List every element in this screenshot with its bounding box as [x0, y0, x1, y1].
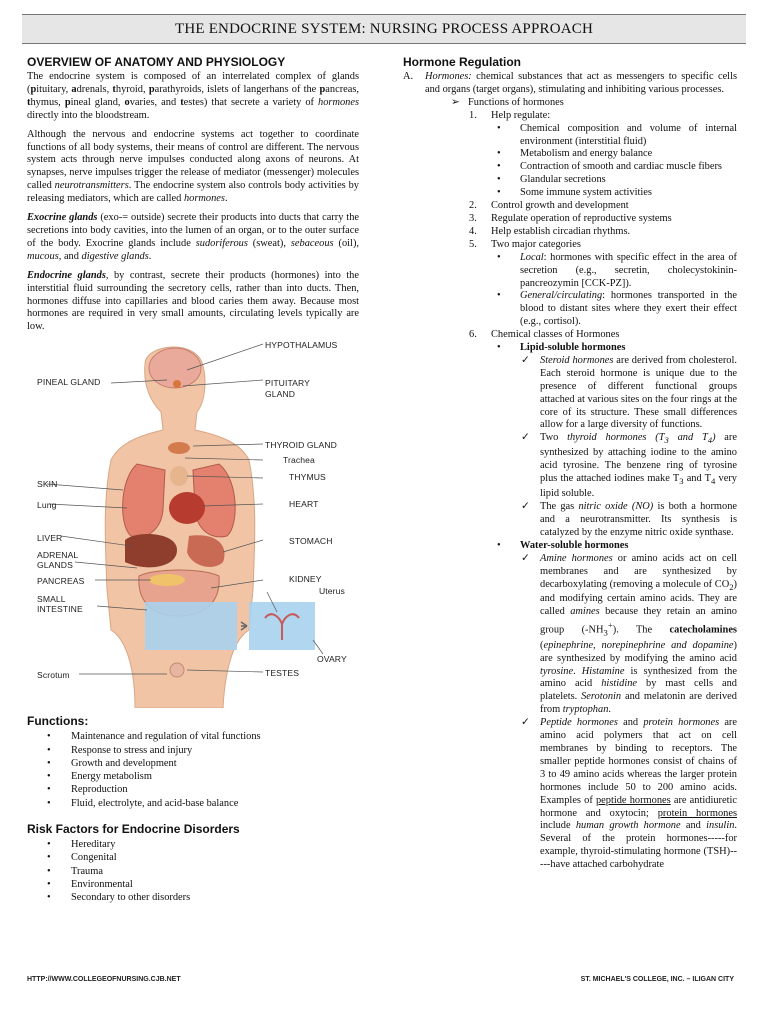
label-adrenal: ADRENAL: [37, 550, 79, 561]
exocrine-paragraph: Exocrine glands (exo-= outside) secrete their products into ducts that carry the secretions into body cavities, into the lumen of an organ, or to the outer surface of the body. Exocrine glands include sudoriferous (sweat), sebaceous (oil), mucous, and digestive glands.: [27, 212, 360, 262]
list-item: • Reproduction: [47, 783, 359, 796]
label-uterus: Uterus: [319, 586, 345, 597]
label-pancreas: PANCREAS: [37, 576, 85, 587]
section-a-marker: A.: [403, 71, 414, 82]
functions-of-hormones: ➢ Functions of hormones: [451, 96, 564, 108]
label-thymus: THYMUS: [289, 472, 326, 483]
footer-college: ST. MICHAEL'S COLLEGE, INC. – ILIGAN CITY: [580, 976, 734, 983]
local-hormones: • Local: hormones with specific effect in the area of secretion (e.g., secretin, cholecystokinin-pancreozymin [CCK-PZ]).: [497, 251, 737, 289]
thyroid-gland: [168, 442, 190, 454]
checkmark-icon: ✓: [521, 501, 530, 513]
anatomy-illustration: [27, 340, 359, 708]
left-column: [27, 52, 359, 904]
endocrine-anatomy-figure: [27, 340, 359, 708]
hormones-term: Hormones:: [425, 71, 472, 82]
list-item: • Congenital: [47, 851, 359, 864]
label-pituitary-gland: GLAND: [265, 389, 296, 400]
regulate-item: • Chemical composition and volume of internal environment (interstitial fluid): [497, 122, 737, 147]
list-item: • Environmental: [47, 878, 359, 891]
bullet-icon: •: [497, 122, 501, 134]
item-5: 5. Two major categories: [469, 238, 581, 250]
heart: [169, 492, 205, 524]
label-adrenal-glands: GLANDS: [37, 560, 73, 571]
item-1: 1. Help regulate:: [469, 109, 551, 121]
label-testes: TESTES: [265, 668, 300, 679]
list-item: • Response to stress and injury: [47, 744, 359, 757]
overview-heading: OVERVIEW OF ANATOMY AND PHYSIOLOGY: [27, 55, 286, 69]
label-skin: SKIN: [37, 479, 58, 490]
nervous-endocrine-paragraph: Although the nervous and endocrine systems act together to coordinate functions of all body systems, their means of control are different. The nervous system acts through nerve impulses conducted along axons of neurons. At synapses, nerve impulses trigger the release of mediator (messenger) molecules called neurotransmitters. The endocrine system also controls body activities by releasing mediators, which are called hormones.: [27, 128, 359, 205]
item-6: 6. Chemical classes of Hormones: [469, 329, 620, 341]
functions-heading: Functions:: [27, 714, 89, 729]
item-4: 4. Help establish circadian rhythms.: [469, 225, 631, 237]
label-liver: LIVER: [37, 533, 63, 544]
bullet-icon: •: [497, 161, 501, 173]
document-title: THE ENDOCRINE SYSTEM: NURSING PROCESS APPROACH: [22, 14, 746, 44]
testes: [170, 663, 184, 677]
regulate-item: • Contraction of smooth and cardiac muscle fibers: [497, 161, 722, 173]
list-item: • Secondary to other disorders: [47, 891, 359, 904]
arrow-bullet-icon: ➢: [451, 96, 460, 108]
label-trachea: Trachea: [283, 455, 315, 466]
regulate-item: • Some immune system activities: [497, 187, 652, 199]
checkmark-icon: ✓: [521, 717, 530, 729]
thymus: [170, 466, 188, 486]
checkmark-icon: ✓: [521, 354, 530, 366]
label-lung: Lung: [37, 500, 57, 511]
label-heart: HEART: [289, 499, 319, 510]
list-item: • Fluid, electrolyte, and acid-base balance: [47, 797, 359, 810]
bullet-icon: •: [497, 290, 501, 302]
liver: [125, 534, 177, 567]
right-column: [403, 52, 737, 872]
nitric-oxide: ✓ The gas nitric oxide (NO) is both a hormone and a neurotransmitter. Its synthesis is catalyzed by the enzyme nitric oxide synthase.: [521, 501, 738, 538]
bullet-icon: •: [497, 174, 501, 186]
steroid-hormones: ✓ Steroid hormones are derived from cholesterol. Each steroid hormone is unique due to the presence of different functional groups attached at various sites on the four rings at the core of its structure. These small differences allow for a large diversity of functions.: [521, 354, 737, 431]
water-soluble-heading: • Water-soluble hormones: [497, 539, 629, 551]
thyroid-hormones: ✓ Two thyroid hormones ($T_3$ and $T_4$) are synthesized by attaching iodine to the amino acid tyrosine. The benzene ring of tyrosine plus the attached iodines make $T_3$ and $T_4$ very lipid soluble.: [521, 432, 737, 500]
checkmark-icon: ✓: [521, 432, 530, 444]
section-a: [403, 71, 737, 97]
peptide-hormones: ✓ Peptide hormones and protein hormones are amino acid polymers that act on cell membranes by binding to receptors. The smaller peptide hormones consist of chains of 3 to 49 amino acids whereas the larger protein hormones include 50 to 200 amino acids. Examples of peptide hormones are antidiuretic hormone and oxytocin; protein hormones include human growth hormone and insulin. Several of the protein hormones-----for example, thyroid-stimulating hormone (TSH)-----have attached carbohydrate: [521, 717, 738, 871]
footer-url: HTTP://WWW.COLLEGEOFNURSING.CJB.NET: [27, 976, 181, 983]
general-hormones: • General/circulating: hormones transported in the blood to distant sites where they exert their effect (e.g., cortisol).: [497, 290, 737, 328]
list-item: • Trauma: [47, 865, 359, 878]
label-ovary: OVARY: [317, 654, 347, 665]
label-pituitary: PITUITARY: [265, 378, 310, 389]
list-item: • Maintenance and regulation of vital functions: [47, 730, 359, 743]
list-item: • Energy metabolism: [47, 770, 359, 783]
bullet-icon: •: [497, 342, 501, 354]
label-pineal-gland: PINEAL GLAND: [37, 377, 101, 388]
label-hypothalamus: HYPOTHALAMUS: [265, 340, 338, 351]
bullet-icon: •: [497, 148, 501, 160]
amine-hormones: ✓ Amine hormones or amino acids act on cell membranes and are synthesized by decarboxylating (removing a molecule of $CO_2$) and modifying certain amino acids. They are called amines because they retain an amino group $(-NH_3^+)$. The catecholamines (epinephrine, norepinephrine and dopamine) are synthesized by modifying the amino acid tyrosine. Histamine is synthesized from the amino acid histidine by mast cells and platelets. Serotonin and melatonin are derived from tryptophan.: [521, 552, 737, 716]
label-thyroid-gland: THYROID GLAND: [265, 440, 337, 451]
regulate-item: • Metabolism and energy balance: [497, 148, 653, 160]
bullet-icon: •: [497, 539, 501, 551]
bullet-icon: •: [497, 187, 501, 199]
list-item: • Hereditary: [47, 838, 359, 851]
hormone-regulation-heading: Hormone Regulation: [403, 55, 522, 69]
item-2: 2. Control growth and development: [469, 200, 629, 212]
pituitary-gland: [173, 380, 181, 388]
label-small: SMALL: [37, 594, 66, 605]
list-item: • Growth and development: [47, 757, 359, 770]
item-3: 3. Regulate operation of reproductive systems: [469, 212, 672, 224]
label-stomach: STOMACH: [289, 536, 333, 547]
label-scrotum: Scrotum: [37, 670, 70, 681]
intro-paragraph: The endocrine system is composed of an interrelated complex of glands (pituitary, adrenals, thyroid, parathyroids, islets of langerhans of the pancreas, thymus, pineal gland, ovaries, and testes) that secrete a variety of hormones directly into the bloodstream.: [27, 71, 360, 121]
functions-list: [27, 730, 359, 810]
regulate-item: • Glandular secretions: [497, 174, 606, 186]
hormones-definition: chemical substances that act as messengers to specific cells and organs (target organs), stimulating and inhibiting various processes.: [425, 71, 737, 95]
endocrine-paragraph: Endocrine glands, by contrast, secrete their products (hormones) into the interstitial fluid surrounding the secretory cells, rather than into ducts. Then, hormones diffuse into capillaries and blood caries them away. Because most hormones are required in very small amounts, circulating levels typically are low.: [27, 269, 359, 333]
risk-factors-heading: Risk Factors for Endocrine Disorders: [27, 822, 240, 836]
pelvis-overlay: [145, 602, 237, 650]
bullet-icon: •: [497, 251, 501, 263]
pancreas: [149, 574, 185, 586]
label-small-intestine: INTESTINE: [37, 604, 83, 615]
label-kidney: KIDNEY: [289, 574, 322, 585]
checkmark-icon: ✓: [521, 552, 530, 564]
lipid-soluble-heading: • Lipid-soluble hormones: [497, 342, 626, 354]
risk-factors-list: [27, 838, 359, 904]
